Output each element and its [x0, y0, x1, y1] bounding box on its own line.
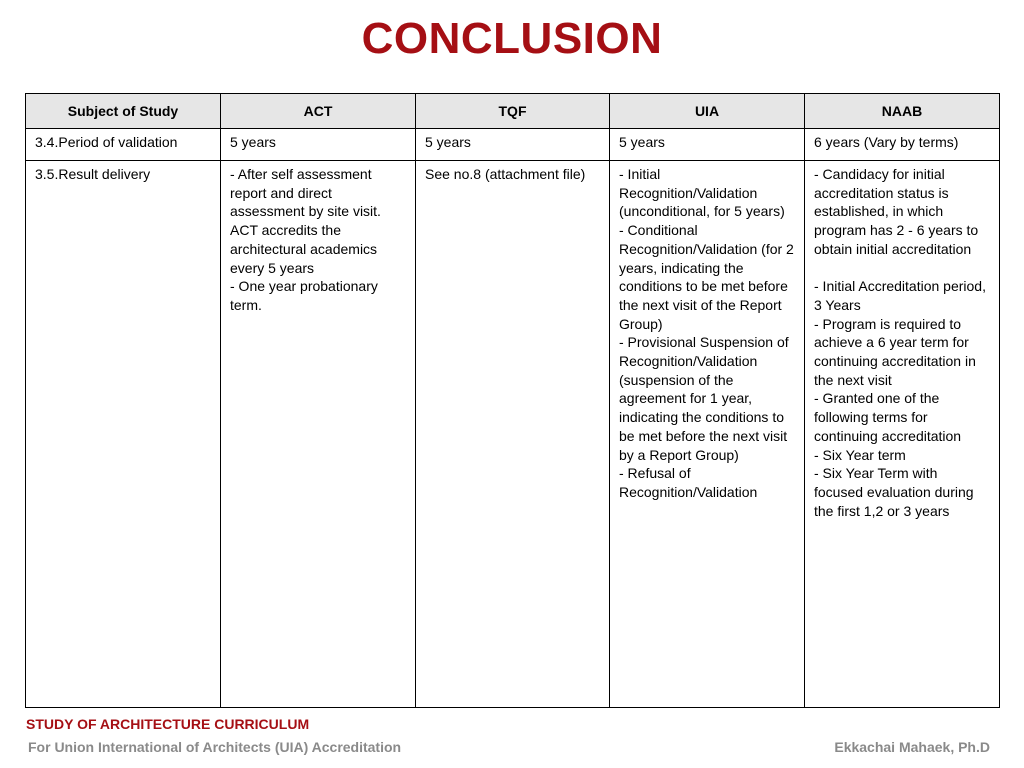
table-cell: [416, 161, 610, 708]
footer-author: Ekkachai Mahaek, Ph.D: [834, 739, 990, 755]
cell-text: [814, 259, 990, 278]
cell-text: 6 years (Vary by terms): [814, 134, 959, 150]
cell-text: - Candidacy for initial accreditation status is established, in which program has 2 - 6 years to obtain initial accreditation: [814, 166, 983, 257]
table-cell: [416, 129, 610, 161]
cell-text: - Granted one of the following terms for continuing accreditation: [814, 390, 962, 444]
table-cell: [26, 129, 221, 161]
table-row: [26, 161, 1000, 708]
footer-subtitle: For Union International of Architects (UIA) Accreditation: [28, 739, 402, 755]
table-row: [26, 129, 1000, 161]
comparison-table: [25, 93, 1000, 708]
table-cell: [221, 129, 416, 161]
cell-text: - Program is required to achieve a 6 year term for continuing accreditation in the next visit: [814, 315, 980, 388]
page-title: CONCLUSION: [361, 14, 663, 63]
cell-text: 3.5.Result delivery: [35, 166, 151, 182]
header-subject: Subject of Study: [26, 94, 221, 129]
cell-text: - Initial Recognition/Validation (unconditional, for 5 years): [619, 166, 785, 220]
cell-text: - After self assessment report and direct assessment by site visit. ACT accredits the architectural academics every 5 years: [230, 166, 385, 276]
cell-text: - Six Year term: [814, 446, 906, 463]
cell-text: See no.8 (attachment file): [425, 166, 586, 182]
header-uia: UIA: [610, 94, 805, 129]
cell-text: - Six Year Term with focused evaluation during the first 1,2 or 3 years: [814, 465, 978, 519]
table-cell: [610, 161, 805, 708]
cell-text: 5 years: [425, 134, 471, 150]
table-cell: [221, 161, 416, 708]
table-header-row: [26, 94, 1000, 129]
cell-text: - One year probationary term.: [230, 278, 382, 313]
cell-text: - Refusal of Recognition/Validation: [619, 465, 758, 500]
table-cell: [610, 129, 805, 161]
cell-text: - Conditional Recognition/Validation (for 2 years, indicating the conditions to be met before the next visit of the Report Group): [619, 222, 798, 332]
table-cell: [805, 161, 1000, 708]
footer-course-title: STUDY OF ARCHITECTURE CURRICULUM: [26, 716, 310, 732]
cell-text: 5 years: [619, 134, 665, 150]
cell-text: 5 years: [230, 134, 276, 150]
table-cell: [805, 129, 1000, 161]
table-cell: [26, 161, 221, 708]
header-act: ACT: [221, 94, 416, 129]
cell-text: 3.4.Period of validation: [35, 134, 178, 150]
cell-text: - Initial Accreditation period, 3 Years: [814, 278, 990, 313]
cell-text: - Provisional Suspension of Recognition/Validation (suspension of the agreement for 1 year, indicating the conditions to be met before the next visit by a Report Group): [619, 334, 793, 463]
header-naab: NAAB: [805, 94, 1000, 129]
header-tqf: TQF: [416, 94, 610, 129]
